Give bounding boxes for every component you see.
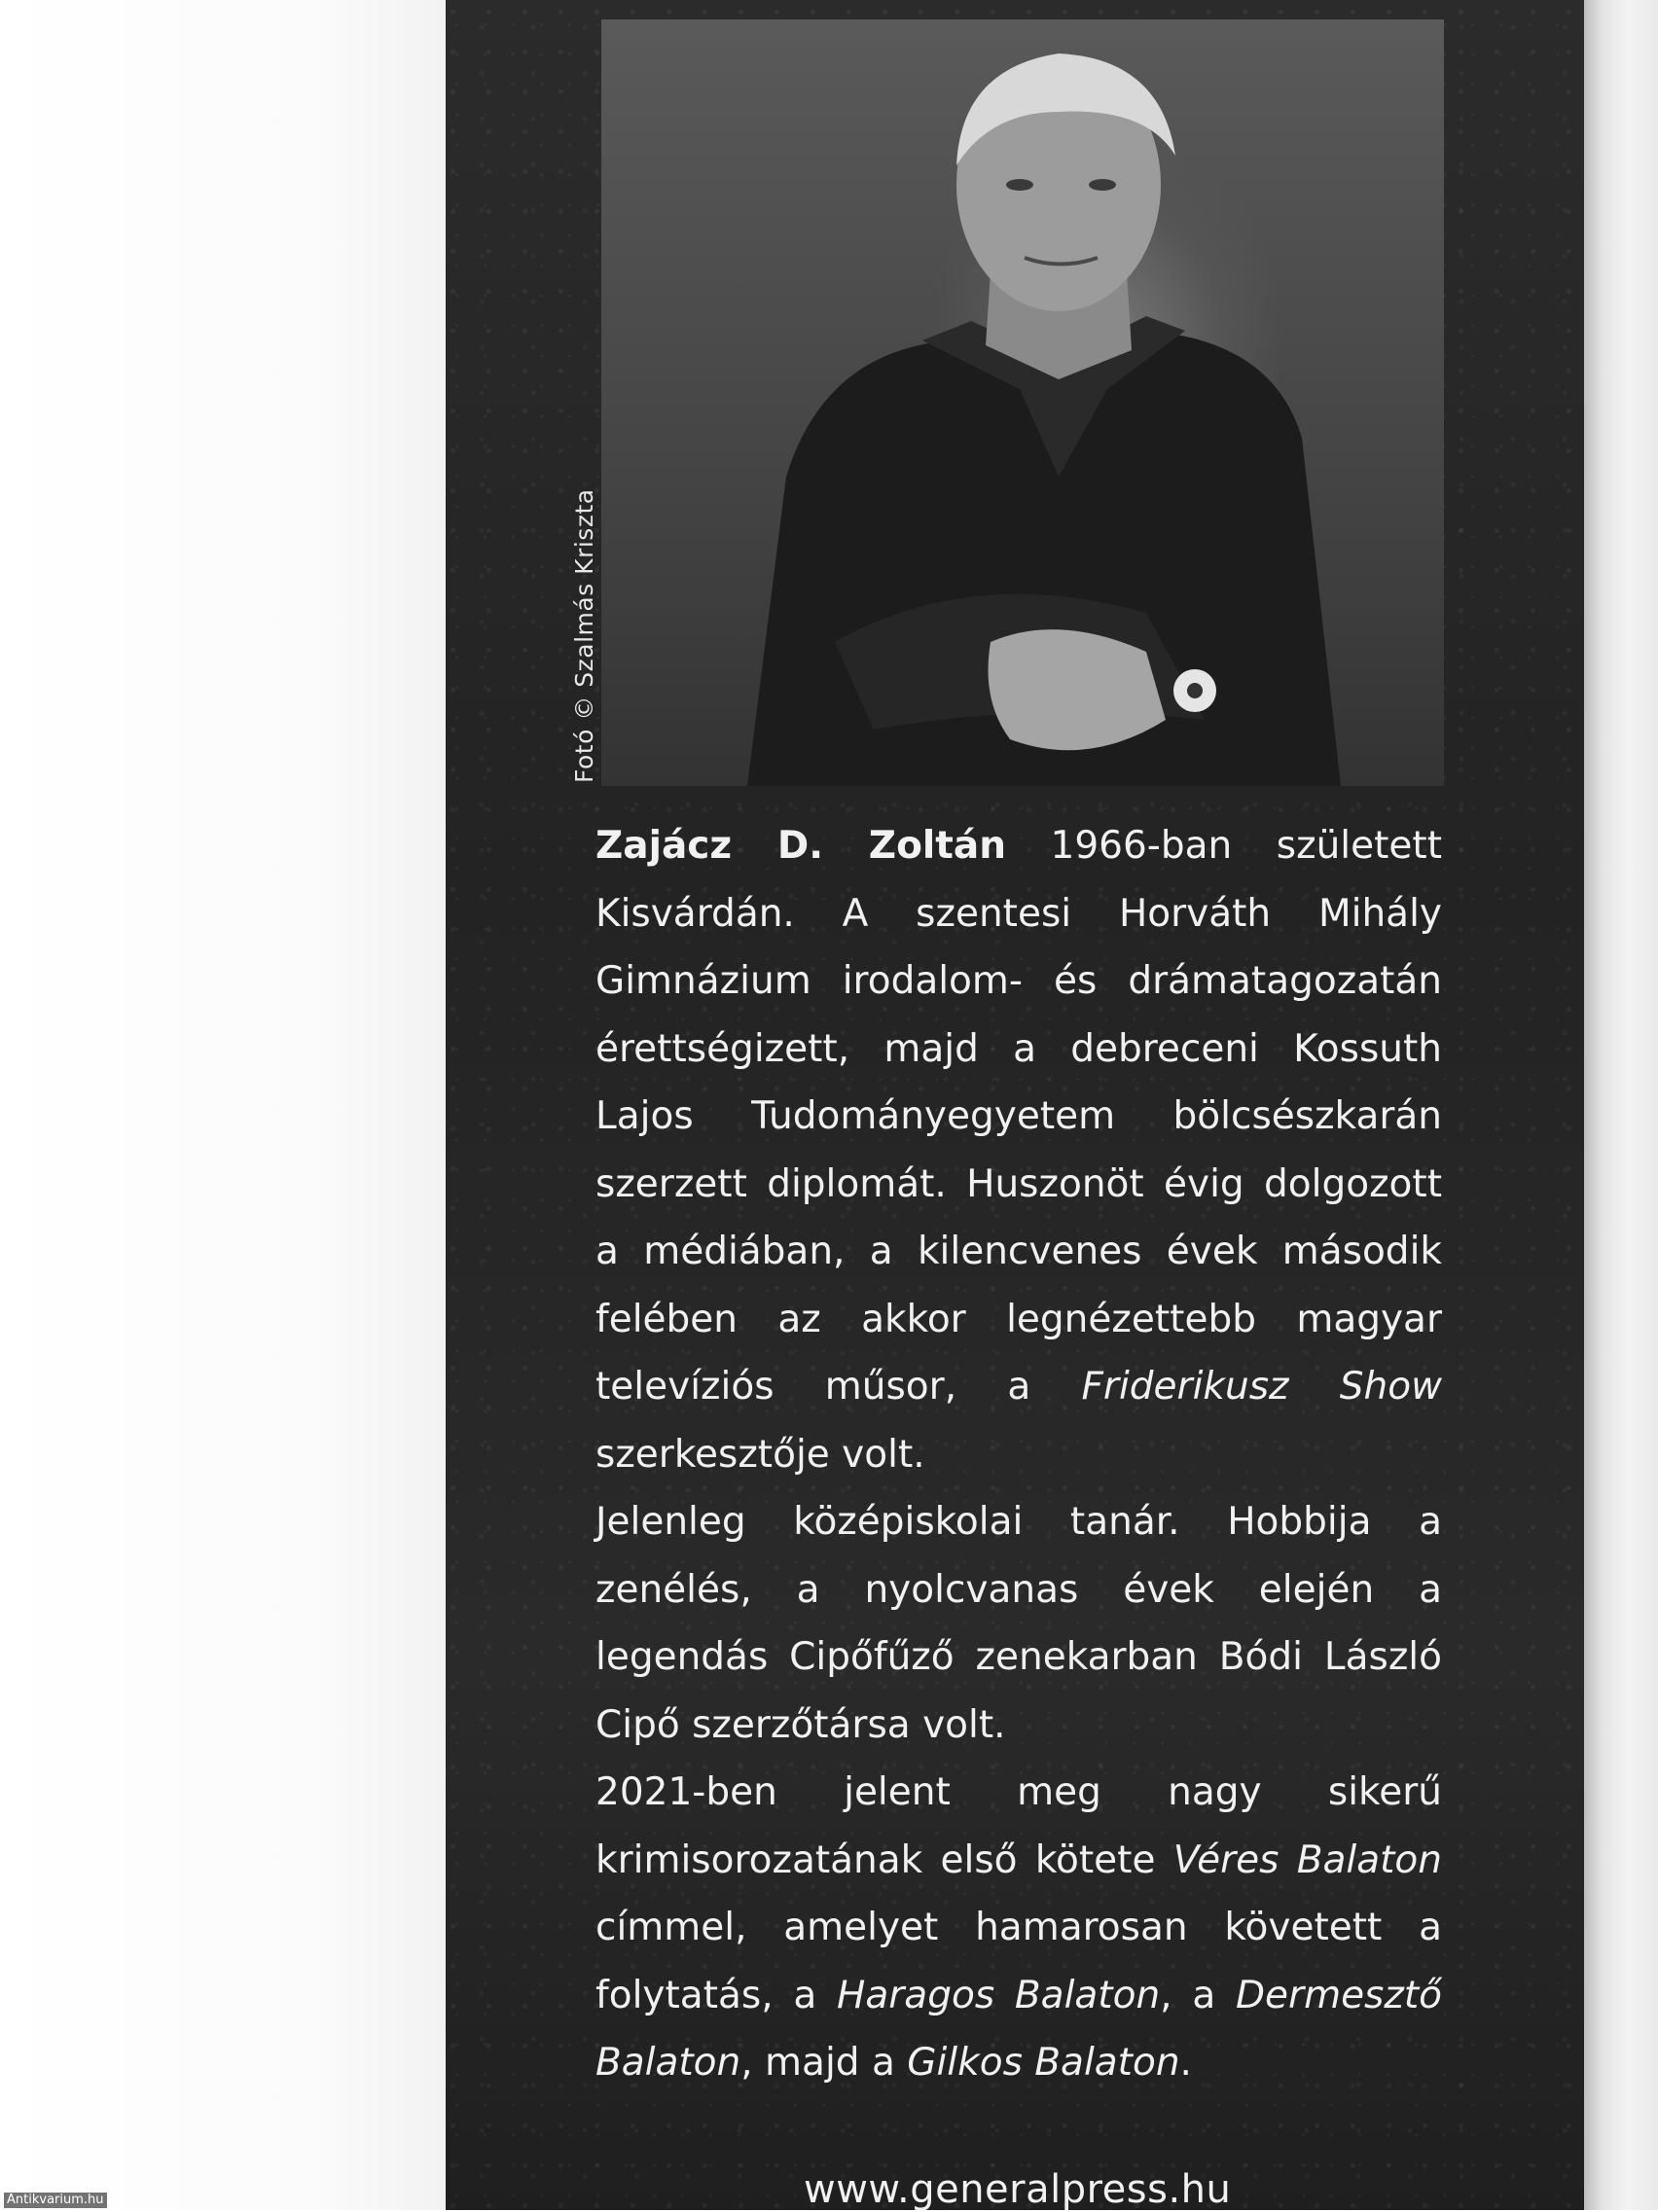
bio-paragraph-2: Jelenleg középiskolai tanár. Hobbija a zenélés, a nyolcvanas évek elején a legendás Cipőfűző zenekarban Bódi László Cipő szerzőtársa volt.: [595, 1500, 1442, 1747]
author-portrait-illustration: [601, 19, 1444, 786]
author-bio: [595, 812, 1442, 2097]
publisher-url: www.generalpress.hu: [804, 2167, 1232, 2212]
book-title: Véres Balaton: [1172, 1837, 1442, 1882]
book-page-edge: [1584, 0, 1658, 2210]
photo-credit: Fotó © Szalmás Kriszta: [570, 488, 598, 783]
book-title: Dermesztő Balaton: [595, 1973, 1443, 2085]
bio-paragraph-1: Zajácz D. Zoltán 1966-ban született Kisvárdán. A szentesi Horváth Mihály Gimnázium irodalom- és drámatagozatán érettségizett, majd a debreceni Kossuth Lajos Tudományegyetem bölcsészkarán szerzett diplomát. Huszonöt évig dolgozott a médiában, a kilencvenes évek második felében az akkor legnézettebb magyar televíziós műsor, a Friderikusz Show szerkesztője volt.: [595, 824, 1442, 1477]
book-title: Gilkos Balaton: [907, 2041, 1180, 2085]
watermark: Antikvarium.hu: [4, 2193, 107, 2208]
bio-paragraph-3: 2021-ben jelent meg nagy sikerű krimisorozatának első kötete Véres Balaton címmel, amelyet hamarosan követett a folytatás, a Haragos Balaton, a Dermesztő Balaton, majd a Gilkos Balaton.: [595, 1770, 1443, 2085]
book-title: Haragos Balaton: [837, 1973, 1161, 2017]
book-page-left: [0, 0, 446, 2210]
author-photo: [601, 19, 1444, 786]
author-name: Zajácz D. Zoltán: [595, 824, 1006, 868]
show-title: Friderikusz Show: [1081, 1365, 1442, 1409]
